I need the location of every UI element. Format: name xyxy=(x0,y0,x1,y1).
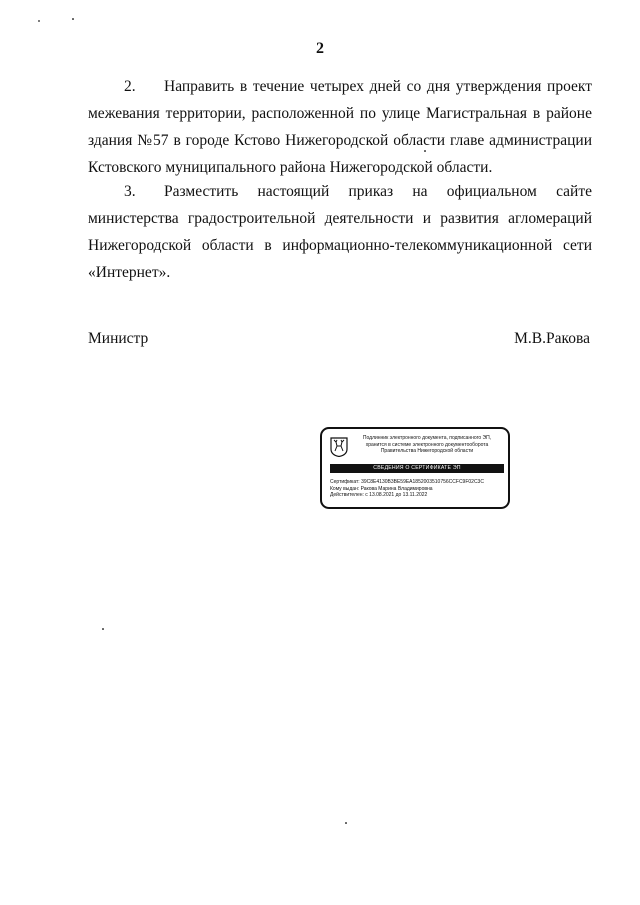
certificate-number: Сертификат: 39C8E4130B3BE59EA1852003510756CCFC9F02C3C xyxy=(330,479,484,485)
paragraph-number: 2. xyxy=(124,78,136,95)
signatory-position: Министр xyxy=(88,330,149,347)
page-number: 2 xyxy=(316,40,324,57)
scan-speck xyxy=(38,20,40,22)
signatory-name: М.В.Ракова xyxy=(514,330,590,347)
paragraph-2 xyxy=(88,73,592,181)
stamp-certificate-bar: СВЕДЕНИЯ О СЕРТИФИКАТЕ ЭП xyxy=(330,464,504,473)
electronic-signature-stamp xyxy=(320,427,510,509)
scan-speck xyxy=(345,822,347,824)
scan-speck xyxy=(72,18,74,20)
stamp-details xyxy=(330,479,504,499)
issued-to: Кому выдан: Ракова Марина Владимировна xyxy=(330,485,433,492)
paragraph-text: Направить в течение четырех дней со дня утверждения проект межевания территории, расположенной по улице Магистральная в районе здания №57 в городе Кстово Нижегородской области главе администрации Кстовского муниципального района Нижегородской области. xyxy=(88,78,592,176)
scan-speck xyxy=(102,628,104,630)
paragraph-text: Разместить настоящий приказ на официальном сайте министерства градостроительной деятельности и развития агломераций Нижегородской области в информационно-телекоммуникационной сети «Интернет». xyxy=(88,183,592,281)
scan-speck xyxy=(424,150,426,152)
validity-period: Действителен: с 13.08.2021 до 13.11.2022 xyxy=(330,492,428,498)
nizhny-novgorod-deer-emblem-icon xyxy=(330,437,348,457)
stamp-header: Подлинник электронного документа, подписанного ЭП, хранится в системе электронного документооборота Правительства Нижегородской области xyxy=(362,435,492,454)
paragraph-3 xyxy=(88,178,592,286)
paragraph-number: 3. xyxy=(124,183,136,200)
